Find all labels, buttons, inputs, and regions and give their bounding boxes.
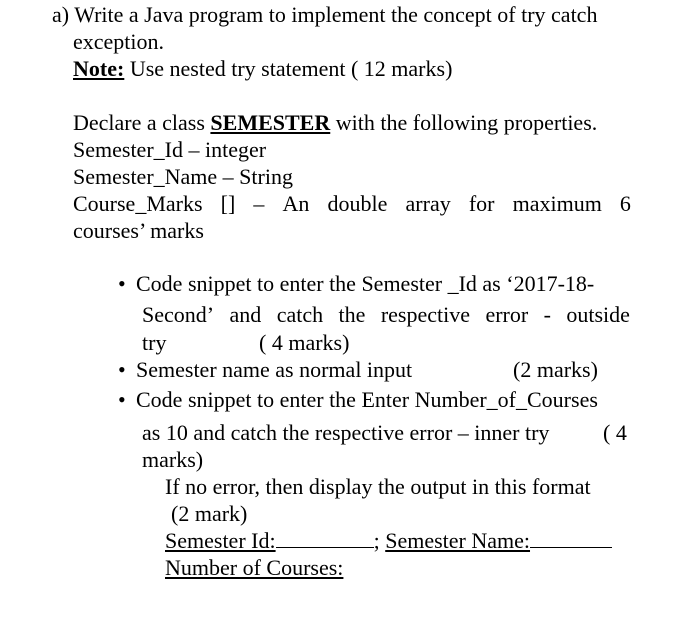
bullet1-line2	[142, 302, 630, 328]
bullet-dot-icon: •	[118, 271, 126, 296]
note-text: Use nested try statement ( 12 marks)	[124, 56, 453, 81]
semester-name-blank	[530, 529, 612, 548]
question-label: a)	[52, 2, 70, 27]
property-semester-id: Semester_Id – integer	[73, 137, 267, 162]
word: An	[282, 191, 310, 216]
semester-id-blank	[276, 529, 374, 548]
word: -	[543, 302, 551, 327]
class-intro-after: with the following properties.	[330, 110, 598, 135]
output-marks: (2 mark)	[171, 501, 248, 526]
question-title-line1	[52, 2, 597, 28]
word: respective	[380, 302, 471, 327]
word: –	[253, 191, 265, 216]
word: 6	[619, 191, 631, 216]
word: Second’	[142, 302, 215, 327]
word: []	[220, 191, 236, 216]
bullet1-line3-left: try	[142, 330, 167, 355]
bullet2-marks: (2 marks)	[513, 357, 598, 382]
word: maximum	[512, 191, 602, 216]
class-intro-before: Declare a class	[73, 110, 211, 135]
bullet2-text: Semester name as normal input	[136, 357, 413, 382]
bullet3-line3: marks)	[142, 447, 204, 472]
word: the	[338, 302, 366, 327]
bullet-dot-icon: •	[118, 357, 126, 382]
note-label: Note:	[73, 56, 125, 81]
class-intro	[73, 110, 597, 136]
property-course-marks-cont: courses’ marks	[73, 218, 204, 243]
property-semester-name: Semester_Name – String	[73, 164, 293, 189]
output-format-line1	[165, 528, 612, 554]
word: catch	[276, 302, 324, 327]
bullet3-line2-left: as 10 and catch the respective error – inner try	[142, 420, 550, 445]
word: outside	[566, 302, 630, 327]
bullet3-line2-right: ( 4	[603, 420, 627, 445]
word: array	[405, 191, 451, 216]
bullet-dot-icon: •	[118, 387, 126, 412]
word: double	[327, 191, 388, 216]
word: error	[485, 302, 529, 327]
note-line	[73, 56, 452, 82]
bullet1-marks: ( 4 marks)	[259, 330, 350, 355]
semester-name-label: Semester Name:	[385, 528, 531, 553]
output-instruction: If no error, then display the output in this format	[165, 474, 591, 499]
num-courses-label: Number of Courses:	[165, 555, 344, 580]
word: for	[468, 191, 495, 216]
question-title-line2: exception.	[73, 29, 165, 54]
bullet1-line1: Code snippet to enter the Semester _Id as ‘2017-18-	[136, 271, 595, 296]
word: and	[229, 302, 262, 327]
property-course-marks	[73, 191, 631, 217]
word: Course_Marks	[73, 191, 203, 216]
question-title: Write a Java program to implement the concept of try catch	[74, 2, 598, 27]
semester-id-label: Semester Id:	[165, 528, 276, 553]
separator: ;	[373, 528, 386, 553]
class-name: SEMESTER	[210, 110, 331, 135]
bullet3-line1: Code snippet to enter the Enter Number_of_Courses	[136, 387, 598, 412]
